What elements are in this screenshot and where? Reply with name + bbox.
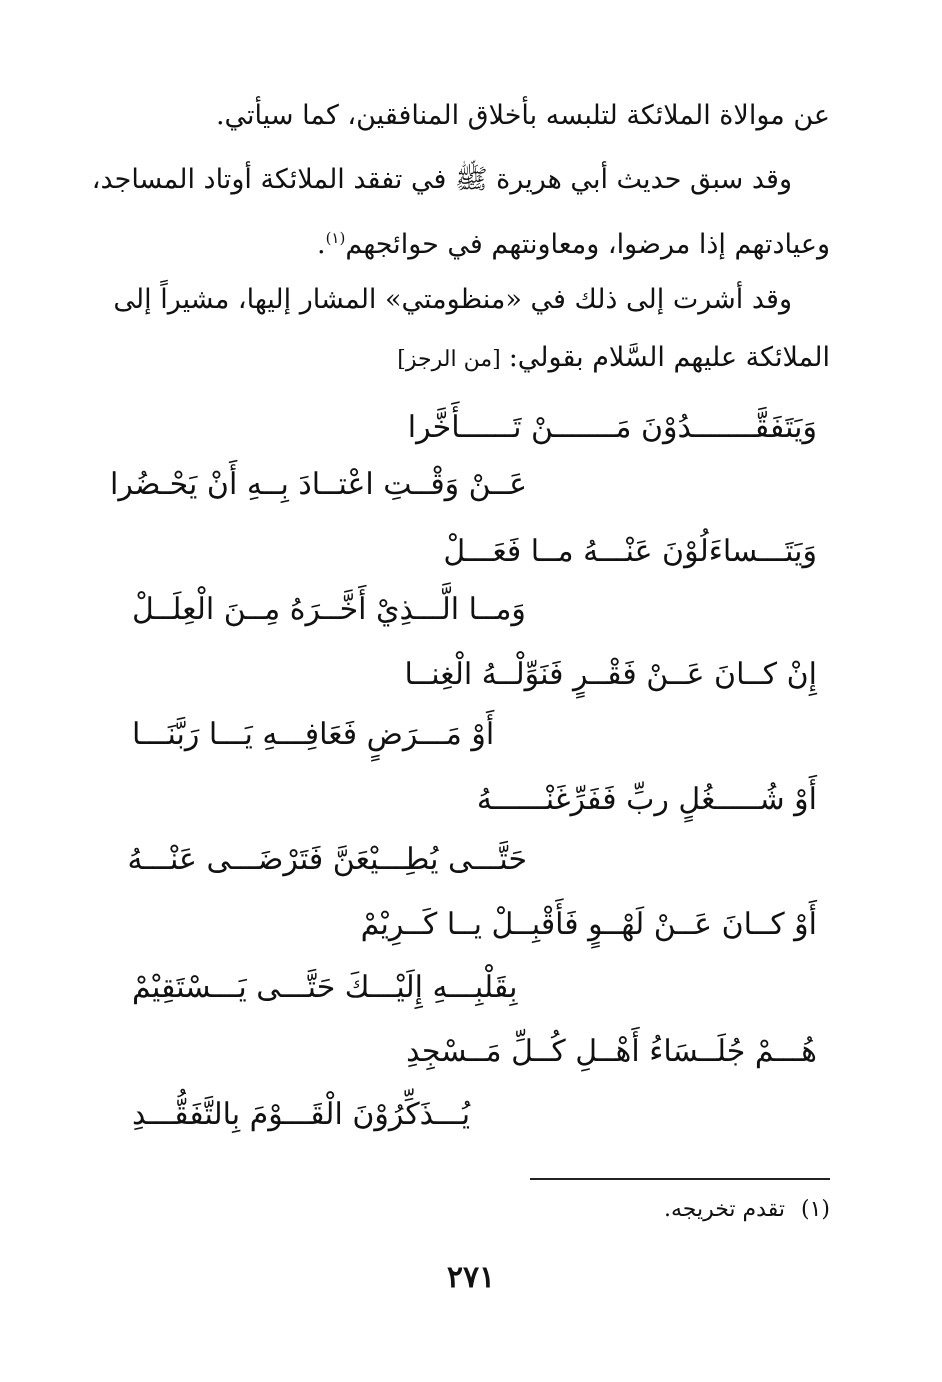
verse-2-first-hemistich: وَيَتَـــساءَلُوْنَ عَنْـــهُ مــا فَعَـــلْ	[443, 534, 817, 569]
verse-4-first-hemistich: أَوْ شُـــــغُلٍ ربِّ فَفَرِّغَنْــــــهُ	[476, 782, 817, 817]
paragraph-line-1	[110, 86, 830, 146]
paragraph-text: الملائكة عليهم السَّلام بقولي:	[508, 342, 830, 373]
paragraph-text: وقد أشرت إلى ذلك في «منظومتي» المشار إليها، مشيراً إلى	[113, 284, 792, 315]
paragraph-line-3	[110, 208, 830, 275]
footnote	[430, 1192, 830, 1228]
verse-3-second-hemistich: أَوْ مَـــرَضٍ فَعَافِـــهِ يَـــا رَبَّنَـــا	[132, 717, 495, 752]
page-number: ٢٧١	[446, 1260, 496, 1295]
paragraph-line-5	[110, 328, 830, 390]
verse-5-first-hemistich: أَوْ كــانَ عَــنْ لَهْــوٍ فَأَقْبِــلْ يــا كَــرِيْمْ	[360, 907, 817, 942]
verse-4-second-hemistich: حَتَّـــى يُطِـــيْعَنَّ فَتَرْضَـــى عَنْـــهُ	[127, 842, 527, 877]
verse-3-first-hemistich: إِنْ كــانَ عَــنْ فَقْــرٍ فَنَوِّلْــهُ الْغِنــا	[404, 657, 817, 692]
verse-5-second-hemistich: بِقَلْبِـــهِ إِلَيْـــكَ حَتَّـــى يَـــسْتَقِيْمْ	[132, 970, 518, 1005]
paragraph-line-2	[91, 150, 792, 210]
verse-1-first-hemistich: وَيَتَفَقَّـــــــدُوْنَ مَـــــــنْ تَــــــأَخَّرا	[407, 410, 817, 445]
paragraph-text: وعيادتهم إذا مرضوا، ومعاونتهم في حوائجهم	[345, 229, 830, 260]
verse-2-second-hemistich: وَمــا الَّـــذِيْ أَخَّــرَهُ مِــنَ الْعِلَــلْ	[132, 592, 526, 627]
verse-6-first-hemistich: هُـــمْ جُلَــسَاءُ أَهْــلِ كُــلِّ مَــسْجِدِ	[406, 1034, 817, 1069]
footnote-text: تقدم تخريجه.	[663, 1197, 785, 1222]
sentence-end: .	[316, 229, 326, 260]
paragraph-line-4	[110, 270, 792, 330]
meter-label: [من الرجز]	[397, 347, 501, 372]
footnote-number: (١)	[800, 1197, 830, 1222]
footnote-divider	[530, 1178, 830, 1180]
footnote-reference[interactable]: (١)	[325, 229, 346, 247]
paragraph-text: وقد سبق حديث أبي هريرة ﷺ في تفقد الملائكة أوتاد المساجد،	[91, 164, 792, 195]
verse-1-second-hemistich: عَــنْ وَقْــتِ اعْتــادَ بِــهِ أَنْ يَحْـضُرا	[109, 467, 527, 502]
verse-6-second-hemistich: يُـــذَكِّرُوْنَ الْقَـــوْمَ بِالتَّفَقُّـــدِ	[132, 1097, 471, 1132]
paragraph-text: عن موالاة الملائكة لتلبسه بأخلاق المنافقين، كما سيأتي.	[215, 100, 830, 131]
